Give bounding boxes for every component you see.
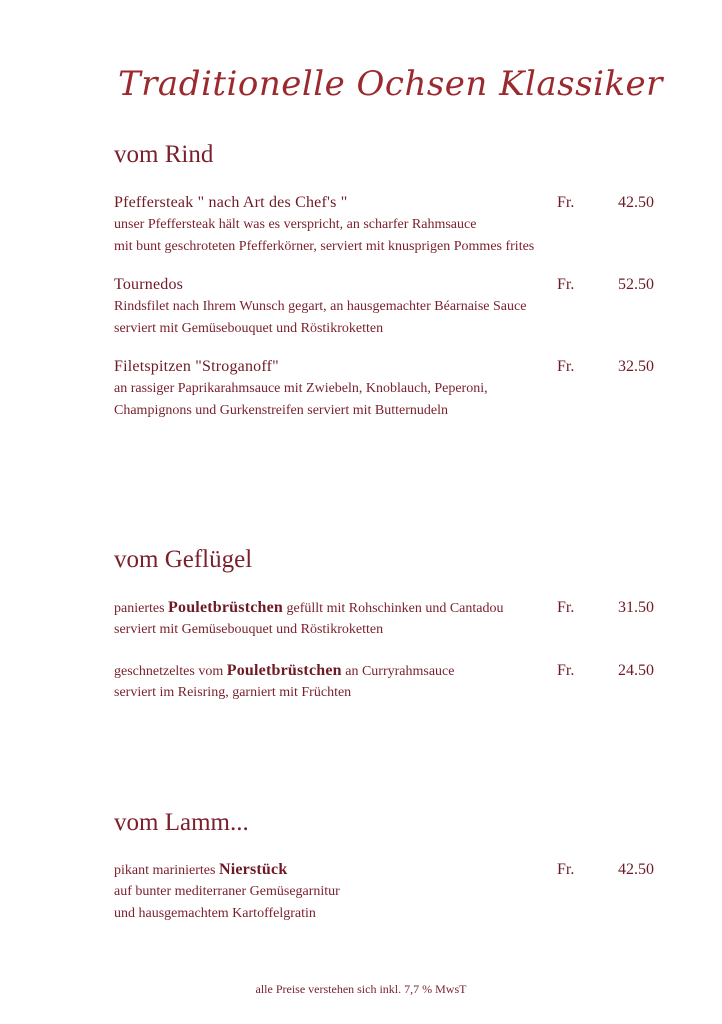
section-title-rind: vom Rind: [114, 141, 214, 168]
item-description: unser Pfeffersteak hält was es verspricht, an scharfer Rahmsauce: [114, 217, 477, 232]
item-currency: Fr.: [557, 662, 575, 679]
menu-item-pfeffersteak: [114, 192, 654, 258]
item-suffix: an Curryrahmsauce: [341, 664, 455, 679]
item-currency: Fr.: [557, 599, 575, 616]
item-description: mit bunt geschroteten Pfefferkörner, serviert mit knusprigen Pommes frites: [114, 239, 535, 254]
menu-title: Traditionelle Ochsen Klassiker: [118, 64, 663, 104]
item-price: 24.50: [618, 662, 654, 679]
item-prefix: paniertes: [114, 601, 169, 616]
item-description: an rassiger Paprikarahmsauce mit Zwiebeln, Knoblauch, Peperoni,: [114, 381, 488, 396]
item-suffix: gefüllt mit Rohschinken und Cantadou: [283, 601, 504, 616]
item-description: serviert mit Gemüsebouquet und Röstikroketten: [114, 321, 384, 336]
menu-item-pouletbruestchen-gefuellt: [114, 597, 654, 641]
item-prefix: geschnetzeltes vom: [114, 664, 227, 679]
item-price: 32.50: [618, 358, 654, 375]
menu-item-tournedos: [114, 274, 654, 340]
item-currency: Fr.: [557, 194, 575, 211]
item-description: und hausgemachtem Kartoffelgratin: [114, 906, 316, 921]
item-description: Rindsfilet nach Ihrem Wunsch gegart, an hausgemachter Béarnaise Sauce: [114, 299, 527, 314]
section-title-lamm: vom Lamm...: [114, 809, 249, 836]
menu-item-nierstueck: [114, 859, 654, 925]
item-name: Filetspitzen "Stroganoff": [114, 358, 279, 375]
item-currency: Fr.: [557, 358, 575, 375]
item-prefix: pikant mariniertes: [114, 863, 219, 878]
menu-item-pouletbruestchen-curry: [114, 660, 654, 704]
item-name: Tournedos: [114, 276, 184, 293]
item-price: 31.50: [618, 599, 654, 616]
menu-item-filetspitzen: [114, 356, 654, 422]
vat-footnote: alle Preise verstehen sich inkl. 7,7 % MwsT: [255, 982, 467, 996]
item-currency: Fr.: [557, 276, 575, 293]
item-name: Pouletbrüstchen: [226, 662, 342, 679]
item-name: Pfeffersteak " nach Art des Chef's ": [114, 194, 348, 211]
section-title-gefluegel: vom Geflügel: [114, 546, 253, 573]
item-currency: Fr.: [557, 861, 575, 878]
item-price: 52.50: [618, 276, 654, 293]
item-name: Nierstück: [218, 861, 288, 878]
item-name: Pouletbrüstchen: [168, 599, 284, 616]
item-description: serviert im Reisring, garniert mit Früchten: [114, 685, 352, 700]
item-description: auf bunter mediterraner Gemüsegarnitur: [114, 884, 340, 899]
item-price: 42.50: [618, 861, 654, 878]
item-description: Champignons und Gurkenstreifen serviert mit Butternudeln: [114, 403, 448, 418]
item-description: serviert mit Gemüsebouquet und Röstikroketten: [114, 622, 384, 637]
item-price: 42.50: [618, 194, 654, 211]
